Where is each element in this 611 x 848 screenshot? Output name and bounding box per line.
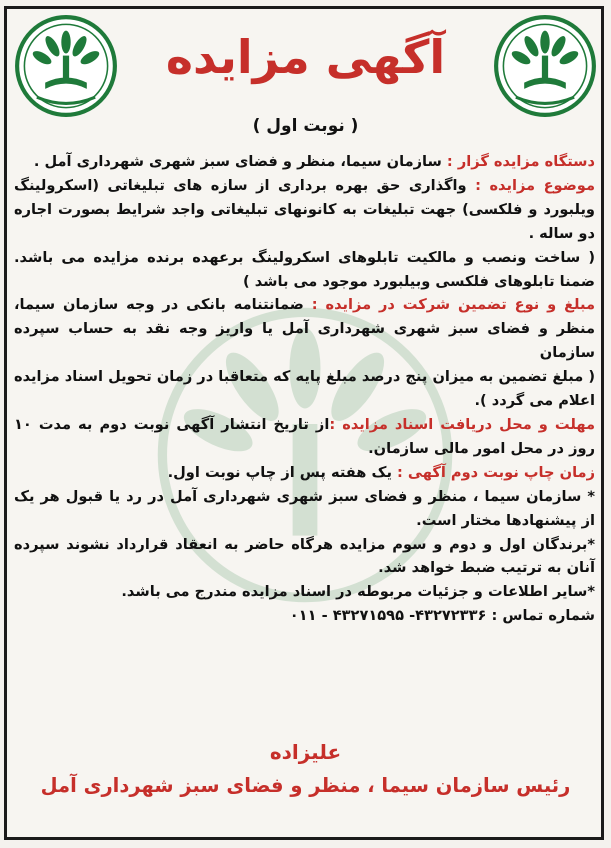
rule-2: *برندگان اول و دوم و سوم مزایده هرگاه حاضر به انعقاد قرارداد نشوند سپرده آنان به ترتیب ضبط خواهد شد. [14, 535, 595, 577]
second-print-paragraph [14, 461, 595, 485]
signatory-name: علیزاده [269, 740, 342, 764]
rule-3: *سایر اطلاعات و جزئیات مربوطه در اسناد مزایده مندرج می باشد. [121, 583, 595, 601]
advertisement-body [14, 150, 595, 628]
subject-text: واگذاری حق بهره برداری از سازه های تبلیغاتی (اسکرولینگ ویلبورد و فلکسی) جهت تبلیغات به کانونهای تبلیغاتی واجد شرایط بصورت اجاره دو ساله . [14, 176, 595, 242]
organizer-text: سازمان سیما، منظر و فضای سبز شهری شهرداری آمل . [33, 153, 447, 170]
deadline-text: از تاریخ انتشار آگهی نوبت دوم به مدت ۱۰ روز در محل امور مالی سازمان. [14, 415, 595, 457]
construction-note: ( ساخت ونصب و مالکیت تابلوهای اسکرولینگ برعهده برنده مزایده می باشد. ضمنا تابلوهای فلکسی وبیلبورد موجود می باشد ) [14, 248, 595, 290]
rule-1: * سازمان سیما ، منظر و فضای سبز شهری شهرداری آمل در رد یا قبول هر یک از پیشنهادها مختار است. [14, 487, 595, 529]
organizer-paragraph [14, 150, 595, 174]
guarantee-note: ( مبلغ تضمین به میزان پنج درصد مبلغ پایه که متعاقبا در زمان تحویل اسناد مزایده اعلام می گردد ). [14, 368, 595, 410]
organizer-label: دستگاه مزایده گزار : [446, 153, 595, 170]
subject-label: موضوع مزایده : [475, 176, 595, 194]
second-print-text: یک هفته پس از چاپ نوبت اول. [167, 463, 398, 481]
phone-label: شماره تماس : [491, 607, 595, 625]
round-subtitle: ( نوبت اول ) [252, 116, 359, 136]
subject-paragraph [14, 174, 595, 246]
deadline-paragraph [14, 413, 595, 461]
guarantee-paragraph [14, 293, 595, 365]
guarantee-label: مبلغ و نوع تضمین شرکت در مزایده : [311, 296, 595, 314]
signatory-role: رئیس سازمان سیما ، منظر و فضای سبز شهرداری آمل [40, 774, 571, 797]
deadline-label: مهلت و محل دریافت اسناد مزایده : [329, 415, 595, 433]
guarantee-text: ضمانتنامه بانکی در وجه سازمان سیما، منظر و فضای سبز شهری شهرداری آمل یا واریز وجه نقد به حساب سپرده سازمان [14, 296, 595, 362]
page-title: آگهی مزایده [165, 30, 446, 84]
second-print-label: زمان چاپ نوبت دوم آگهی : [397, 463, 595, 481]
phone-paragraph [14, 604, 595, 628]
phone-numbers: ۴۳۲۷۲۳۳۶- ۴۳۲۷۱۵۹۵ - ۰۱۱ [289, 607, 492, 625]
